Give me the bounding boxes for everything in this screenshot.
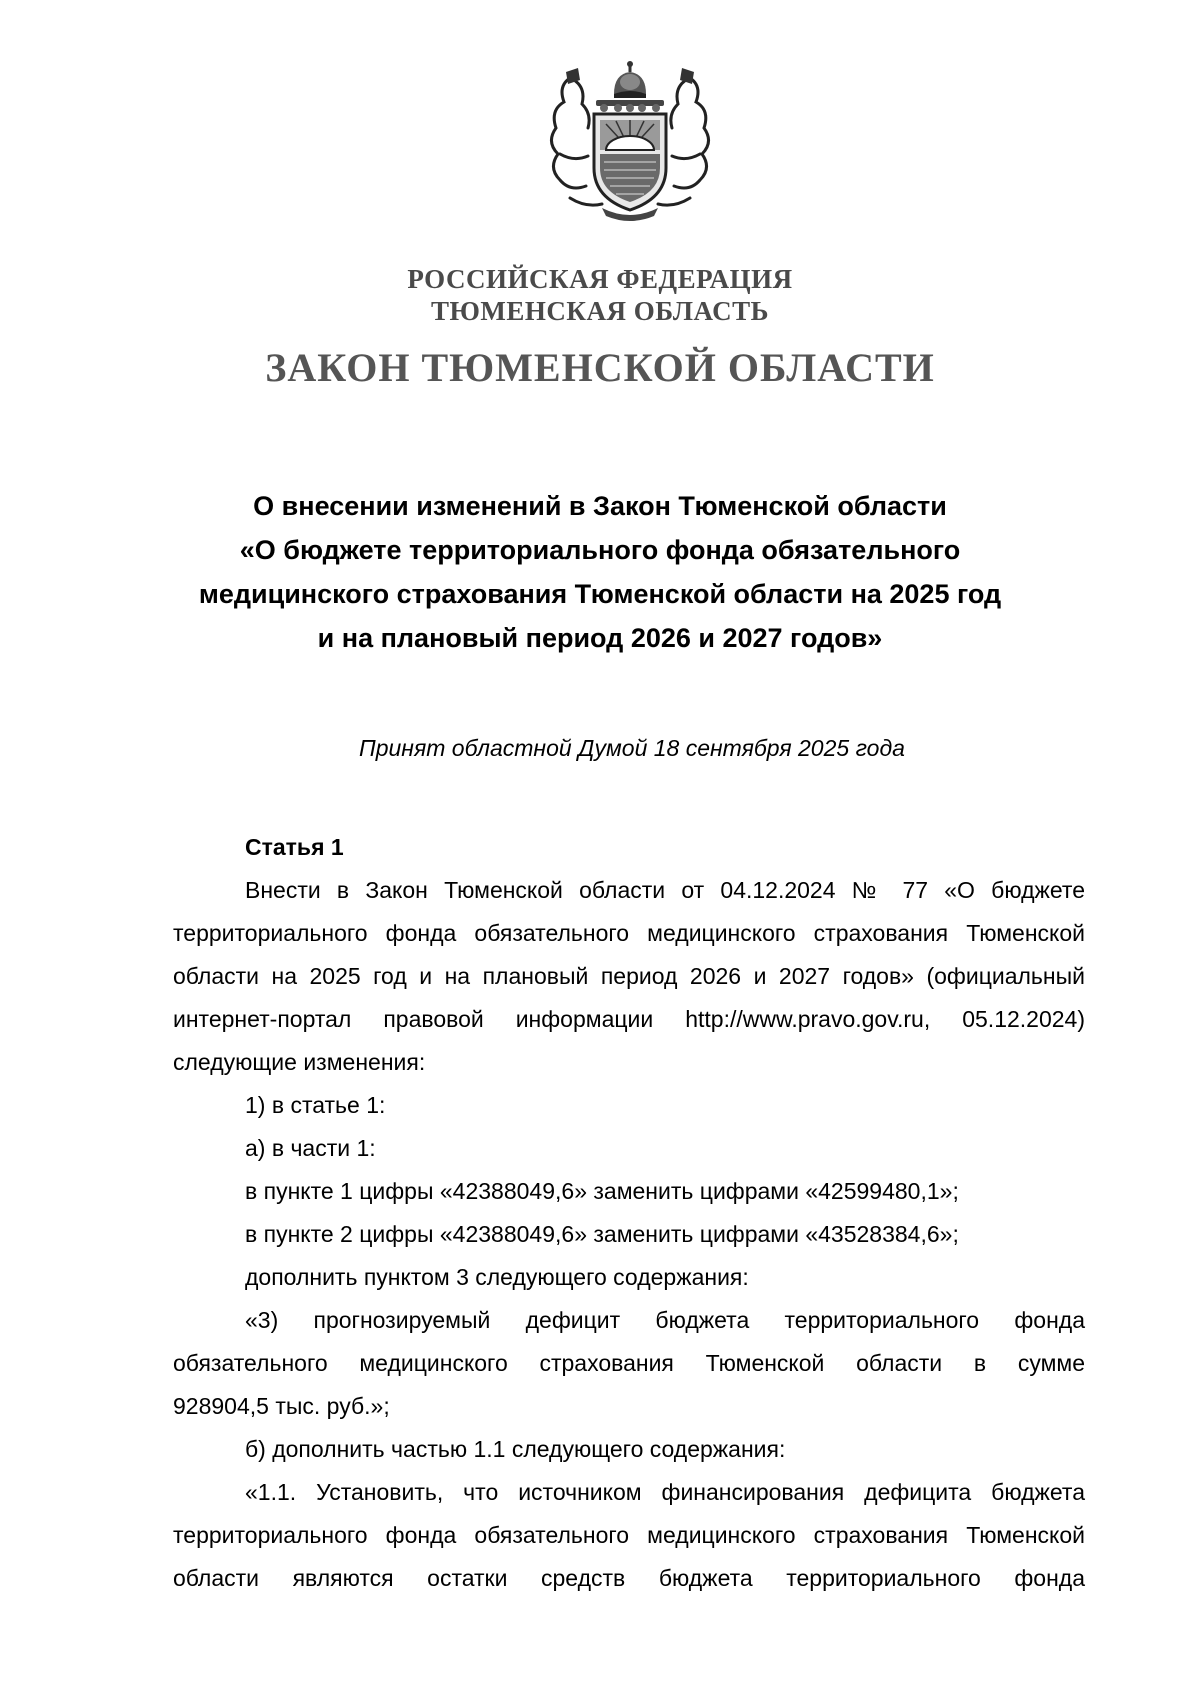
header-document-type: ЗАКОН ТЮМЕНСКОЙ ОБЛАСТИ: [265, 345, 935, 390]
header-region: ТЮМЕНСКАЯ ОБЛАСТЬ: [430, 296, 770, 326]
paragraph-line: а) в части 1:: [245, 1135, 376, 1161]
article-body: [173, 826, 1085, 1600]
paragraph-line: «3) прогнозируемый дефицит бюджета территориального фонда: [245, 1307, 1085, 1333]
paragraph-line: Внести в Закон Тюменской области от 04.12.2024 № 77 «О бюджете: [245, 877, 1085, 903]
coat-of-arms-icon: [530, 58, 730, 223]
paragraph-line: области на 2025 год и на плановый период 2026 и 2027 годов» (официальный: [173, 963, 1085, 989]
paragraph-line: интернет-портал правовой информации http://www.pravo.gov.ru, 05.12.2024): [173, 1006, 1085, 1032]
paragraph-line: дополнить пунктом 3 следующего содержания:: [245, 1264, 749, 1290]
paragraph-line: территориального фонда обязательного медицинского страхования Тюменской: [173, 920, 1085, 946]
paragraph-line: территориального фонда обязательного медицинского страхования Тюменской: [173, 1522, 1085, 1548]
paragraph-line: 1) в статье 1:: [245, 1092, 386, 1118]
paragraph-line: следующие изменения:: [173, 1049, 426, 1075]
header-country: РОССИЙСКАЯ ФЕДЕРАЦИЯ: [407, 264, 793, 294]
paragraph-line: области являются остатки средств бюджета территориального фонда: [173, 1565, 1085, 1591]
law-title: [150, 484, 1050, 660]
paragraph-line: обязательного медицинского страхования Тюменской области в сумме: [173, 1350, 1085, 1376]
law-title-line: медицинского страхования Тюменской области на 2025 год: [198, 579, 1002, 609]
law-title-line: «О бюджете территориального фонда обязательного: [239, 535, 961, 565]
law-title-line: и на плановый период 2026 и 2027 годов»: [317, 623, 883, 653]
article-heading: Статья 1: [245, 834, 344, 860]
paragraph-line: 928904,5 тыс. руб.»;: [173, 1393, 390, 1419]
adoption-note: Принят областной Думой 18 сентября 2025 года: [359, 735, 905, 761]
paragraph-line: б) дополнить частью 1.1 следующего содержания:: [245, 1436, 786, 1462]
paragraph-line: «1.1. Установить, что источником финансирования дефицита бюджета: [245, 1479, 1085, 1505]
law-title-line: О внесении изменений в Закон Тюменской области: [253, 491, 947, 521]
paragraph-line: в пункте 1 цифры «42388049,6» заменить цифрами «42599480,1»;: [245, 1178, 959, 1204]
paragraph-line: в пункте 2 цифры «42388049,6» заменить цифрами «43528384,6»;: [245, 1221, 959, 1247]
